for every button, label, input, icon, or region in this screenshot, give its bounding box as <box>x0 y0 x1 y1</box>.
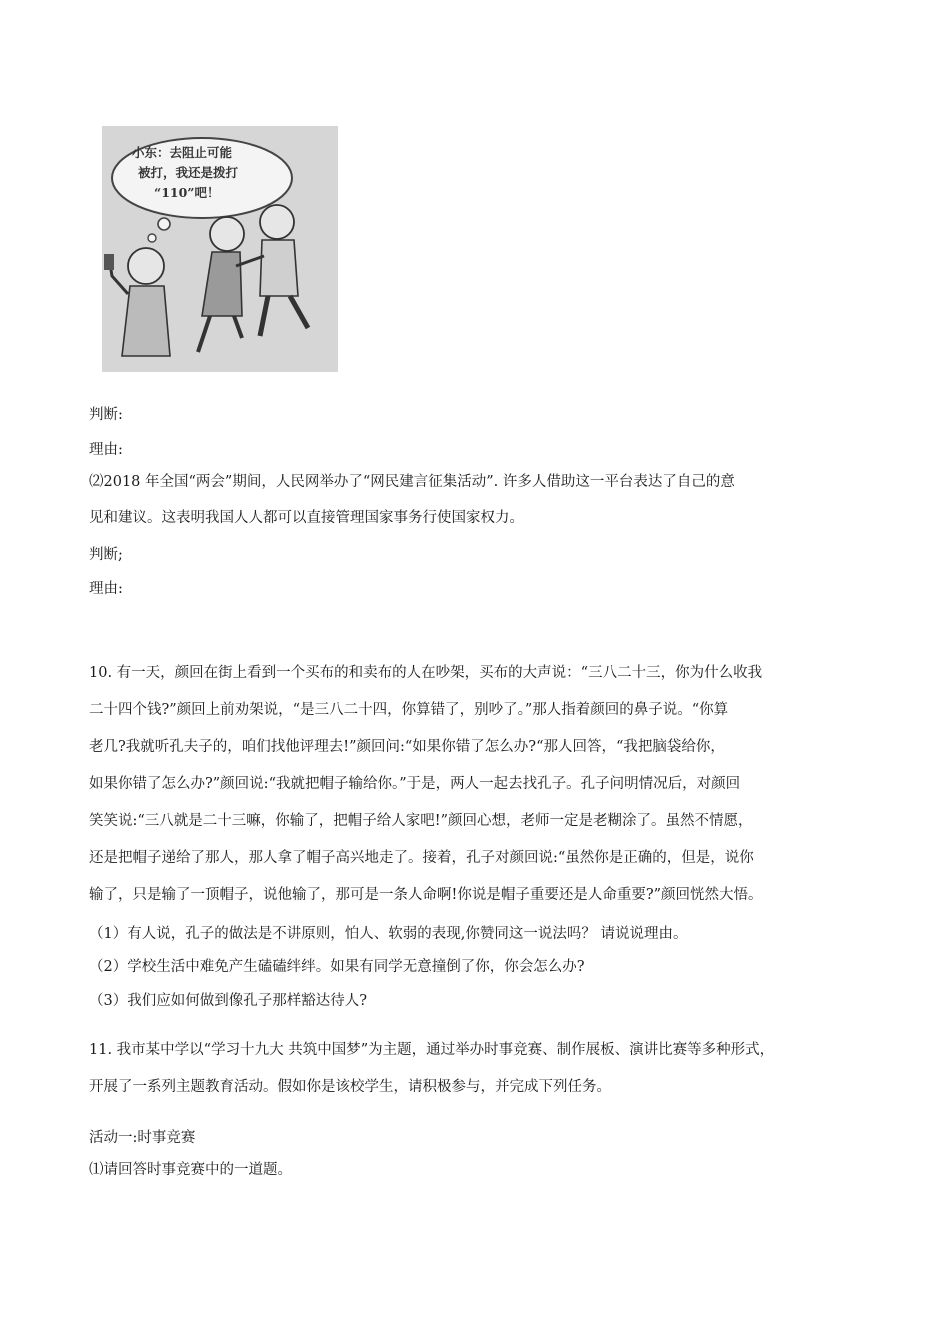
cartoon-drawing <box>102 126 338 372</box>
bubble-line-3: “110”吧！ <box>154 185 220 200</box>
q10-sub-2: （2）学校生活中难免产生磕磕绊绊。如果有同学无意撞倒了你，你会怎么办? <box>89 959 585 975</box>
q10-sub-3: （3）我们应如何做到像孔子那样豁达待人? <box>89 993 367 1009</box>
q11-line-1: 11. 我市某中学以“学习十九大 共筑中国梦”为主题，通过举办时事竞赛、制作展板、演讲比赛等多种形式， <box>89 1042 775 1058</box>
reason-label-1: 理由: <box>89 442 123 458</box>
q10-line-6: 还是把帽子递给了那人，那人拿了帽子高兴地走了。接着，孔子对颜回说:“虽然你是正确的，但是，说你 <box>89 850 754 866</box>
bubble-line-2: 被打，我还是拨打 <box>138 165 239 180</box>
q10-sub-1: （1）有人说，孔子的做法是不讲原则，怕人、软弱的表现,你赞同这一说法吗？ 请说说理由。 <box>89 926 688 942</box>
q10-line-5: 笑笑说:“三八就是二十三嘛，你输了，把帽子给人家吧!”颜回心想，老师一定是老糊涂了。虽然不情愿， <box>89 813 753 829</box>
bubble-line-1: 小东：去阻止可能 <box>132 145 233 160</box>
judge-label-1: 判断: <box>89 407 123 423</box>
q10-line-3: 老几?我就听孔夫子的，咱们找他评理去!”颜回问:“如果你错了怎么办?“那人回答，“我把脑袋给你， <box>89 739 725 755</box>
q11-line-2: 开展了一系列主题教育活动。假如你是该校学生，请积极参与，并完成下列任务。 <box>89 1079 611 1095</box>
q11-activity-title: 活动一:时事竞赛 <box>89 1130 196 1146</box>
judge-label-2: 判断; <box>89 547 123 563</box>
q10-line-4: 如果你错了怎么办?”颜回说:“我就把帽子输给你。”于是，两人一起去找孔子。孔子问明情况后，对颜回 <box>89 776 741 792</box>
q10-line-7: 输了，只是输了一顶帽子，说他输了，那可是一条人命啊!你说是帽子重要还是人命重要?”颜回恍然大悟。 <box>89 887 763 903</box>
q10-line-1: 10. 有一天，颜回在街上看到一个买布的和卖布的人在吵架，买布的大声说：“三八二十三，你为什么收我 <box>89 665 763 681</box>
reason-label-2: 理由: <box>89 581 123 597</box>
q9-2-stem-line-1: ⑵2018 年全国“两会”期间，人民网举办了“网民建言征集活动”. 许多人借助这一平台表达了自己的意 <box>89 474 735 490</box>
q10-line-2: 二十四个钱?”颜回上前劝架说，“是三八二十四，你算错了，别吵了。”那人指着颜回的鼻子说。“你算 <box>89 702 729 718</box>
q9-2-stem-line-2: 见和建议。这表明我国人人都可以直接管理国家事务行使国家权力。 <box>89 510 524 526</box>
cartoon-illustration <box>102 126 338 372</box>
q11-sub-1: ⑴请回答时事竞赛中的一道题。 <box>89 1162 292 1178</box>
